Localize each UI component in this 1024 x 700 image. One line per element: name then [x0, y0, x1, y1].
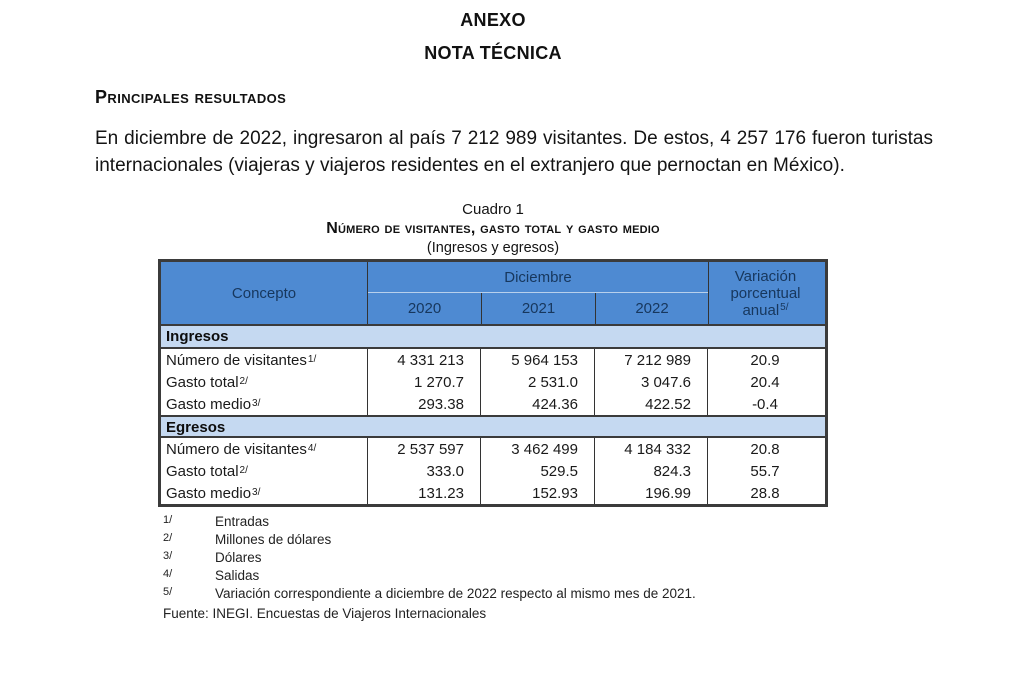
row-label-text: Número de visitantes — [166, 440, 307, 458]
header-diciembre: Diciembre — [368, 262, 708, 293]
table-caption-title: Número de visitantes, gasto total y gasto medio — [326, 220, 660, 237]
cell-value: 1 270.7 — [368, 371, 481, 393]
footnote-5 — [163, 584, 828, 602]
footnote-1 — [163, 512, 828, 530]
section-rows-ingresos — [161, 349, 825, 415]
footnote-text: Entradas — [215, 514, 270, 529]
cell-value: 2 537 597 — [368, 438, 481, 460]
table-caption-number: Cuadro 1 — [462, 201, 524, 218]
title-zone — [0, 8, 986, 65]
row-label-text: Gasto medio — [166, 395, 252, 413]
cell-value: 529.5 — [481, 460, 595, 482]
footnote-marker: 5/ — [163, 586, 173, 598]
cell-value: 152.93 — [481, 482, 595, 504]
cell-variacion: 20.4 — [750, 373, 780, 391]
cell-value: 422.52 — [595, 393, 708, 415]
cell-variacion: 28.8 — [750, 484, 780, 502]
row-label: Número de visitantes 4/ — [161, 438, 368, 460]
footnote-text: Millones de dólares — [215, 532, 332, 547]
table-header — [161, 262, 825, 326]
row-label: Gasto total 2/ — [161, 460, 368, 482]
header-variacion-line1: Variación — [734, 267, 797, 285]
footnote-text: Dólares — [215, 550, 262, 565]
cell-variacion: -0.4 — [752, 395, 778, 413]
cell-value: 7 212 989 — [595, 349, 708, 371]
section-band-egresos: Egresos — [161, 415, 825, 438]
cell-value: 293.38 — [368, 393, 481, 415]
row-label: Gasto total 2/ — [161, 371, 368, 393]
cell-variacion: 20.9 — [750, 351, 780, 369]
row-label: Gasto medio 3/ — [161, 482, 368, 504]
row-label: Número de visitantes 1/ — [161, 349, 368, 371]
page-title: ANEXO — [460, 10, 526, 30]
footnote-3 — [163, 548, 828, 566]
header-variacion-line2: porcentual — [730, 284, 801, 302]
cell-value: 4 331 213 — [368, 349, 481, 371]
cell-variacion: 55.7 — [750, 462, 780, 480]
cell-value: 3 462 499 — [481, 438, 595, 460]
footnote-text: Variación correspondiente a diciembre de 2022 respecto al mismo mes de 2021. — [215, 586, 696, 601]
footnote-marker: 3/ — [163, 550, 173, 562]
table-caption — [158, 200, 828, 257]
header-concepto: Concepto — [161, 262, 368, 324]
section-heading: Principales resultados — [95, 87, 287, 107]
section-band-ingresos: Ingresos — [161, 326, 825, 349]
header-variacion — [708, 262, 822, 324]
header-variacion-line3 — [742, 302, 788, 319]
header-variacion-anual: anual — [742, 301, 780, 319]
cell-value: 333.0 — [368, 460, 481, 482]
footnote-marker: 1/ — [163, 514, 173, 526]
cell-value: 4 184 332 — [595, 438, 708, 460]
cell-value: 196.99 — [595, 482, 708, 504]
footnote-4 — [163, 566, 828, 584]
cell-value: 5 964 153 — [481, 349, 595, 371]
header-year-2021: 2021 — [481, 293, 595, 324]
header-year-2020: 2020 — [407, 300, 442, 317]
footnote-marker: 4/ — [163, 568, 173, 580]
cell-value: 131.23 — [368, 482, 481, 504]
cell-value: 824.3 — [595, 460, 708, 482]
footnote-text: Salidas — [215, 568, 260, 583]
cell-value: 3 047.6 — [595, 371, 708, 393]
data-table — [158, 259, 828, 507]
row-label-text: Gasto total — [166, 373, 239, 391]
row-label-text: Número de visitantes — [166, 351, 307, 369]
cell-value: 424.36 — [481, 393, 595, 415]
header-variacion-footnote-ref: 5/ — [780, 301, 789, 313]
cell-variacion: 20.8 — [750, 440, 780, 458]
cell-value: 2 531.0 — [481, 371, 595, 393]
footnotes — [158, 512, 828, 623]
table-area — [158, 200, 828, 623]
intro-paragraph: En diciembre de 2022, ingresaron al país 7 212 989 visitantes. De estos, 4 257 176 fueron turistas internacionales (viajeras y viajeros residentes en el extranjero que pernoctan en México). — [95, 128, 933, 176]
table-caption-subtitle: (Ingresos y egresos) — [426, 240, 560, 256]
footnote-marker: 2/ — [163, 532, 173, 544]
page-subtitle: NOTA TÉCNICA — [424, 43, 562, 63]
row-label-text: Gasto total — [166, 462, 239, 480]
row-label-text: Gasto medio — [166, 484, 252, 502]
header-year-2022: 2022 — [595, 293, 708, 324]
row-label: Gasto medio 3/ — [161, 393, 368, 415]
source-line: Fuente: INEGI. Encuestas de Viajeros Internacionales — [163, 606, 487, 621]
section-rows-egresos — [161, 438, 825, 504]
footnote-2 — [163, 530, 828, 548]
